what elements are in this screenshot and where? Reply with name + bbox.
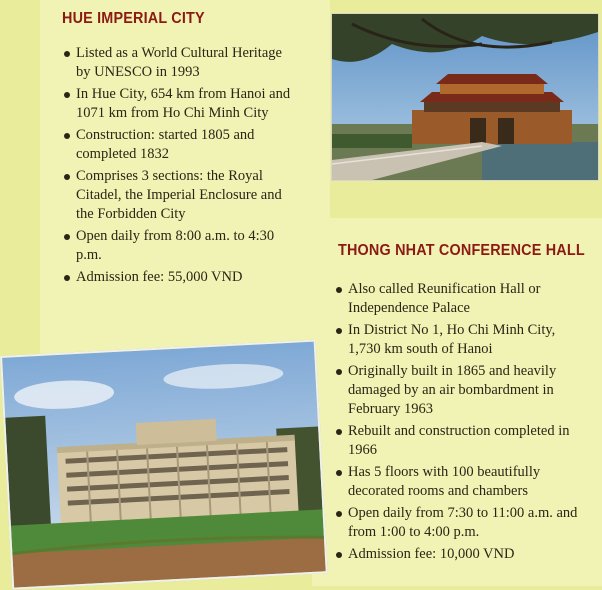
hue-fact-admission: Admission fee: 55,000 VND: [63, 268, 295, 287]
thong-nhat-fact-history: Originally built in 1865 and heavily damaged by an air bombardment in February 1963: [335, 362, 585, 419]
thong-nhat-facts-list: [335, 280, 585, 567]
thong-nhat-fact-floors: Has 5 floors with 100 beautifully decorated rooms and chambers: [335, 463, 585, 501]
hue-imperial-city-photo: [331, 13, 599, 181]
hue-fact-sections: Comprises 3 sections: the Royal Citadel, the Imperial Enclosure and the Forbidden City: [63, 167, 295, 224]
thong-nhat-fact-admission: Admission fee: 10,000 VND: [335, 545, 585, 564]
hue-fact-hours: Open daily from 8:00 a.m. to 4:30 p.m.: [63, 227, 295, 265]
hue-facts-list: [63, 44, 295, 290]
thong-nhat-conference-hall-title: THONG NHAT CONFERENCE HALL: [338, 242, 585, 259]
thong-nhat-fact-names: Also called Reunification Hall or Independence Palace: [335, 280, 585, 318]
thong-nhat-fact-rebuilt: Rebuilt and construction completed in 1966: [335, 422, 585, 460]
hue-fact-construction: Construction: started 1805 and completed 1832: [63, 126, 295, 164]
hue-imperial-city-title: HUE IMPERIAL CITY: [62, 10, 205, 27]
thong-nhat-fact-location: In District No 1, Ho Chi Minh City, 1,730 km south of Hanoi: [335, 321, 585, 359]
hue-fact-location: In Hue City, 654 km from Hanoi and 1071 km from Ho Chi Minh City: [63, 85, 295, 123]
hue-fact-unesco: Listed as a World Cultural Heritage by UNESCO in 1993: [63, 44, 295, 82]
reunification-hall-photo: [0, 339, 328, 589]
thong-nhat-fact-hours: Open daily from 7:30 to 11:00 a.m. and from 1:00 to 4:00 p.m.: [335, 504, 585, 542]
